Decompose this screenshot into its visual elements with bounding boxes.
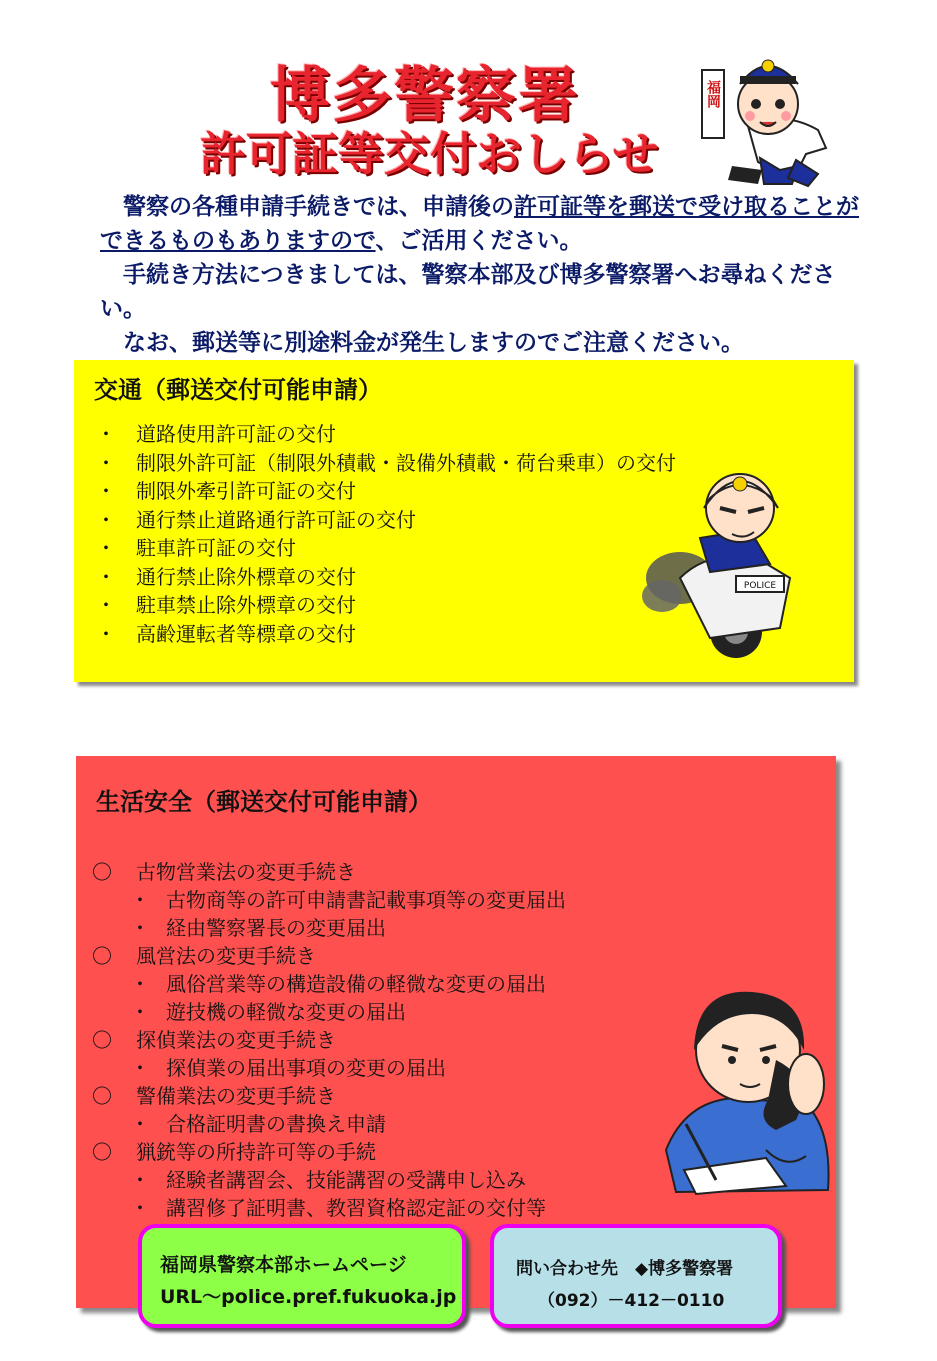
safety-subitem bbox=[92, 884, 566, 912]
traffic-item-label: 道路使用許可証の交付 bbox=[136, 422, 336, 446]
safety-category bbox=[92, 1024, 566, 1052]
intro-paragraph-1 bbox=[100, 190, 870, 258]
traffic-item bbox=[96, 618, 676, 647]
police-mascot-illustration bbox=[688, 38, 838, 188]
bullet: ・ bbox=[96, 479, 116, 503]
traffic-item-label: 通行禁止除外標章の交付 bbox=[136, 564, 356, 589]
subitem-label: 講習修了証明書、教習資格認定証の交付等 bbox=[166, 1196, 546, 1220]
category-label: 猟銃等の所持許可等の手続 bbox=[136, 1140, 376, 1164]
intro-paragraph-3: なお、郵送等に別途料金が発生しますのでご注意ください。 bbox=[123, 329, 744, 356]
safety-subitem bbox=[92, 1108, 566, 1136]
traffic-item bbox=[96, 418, 676, 447]
bullet: ・ bbox=[130, 972, 150, 996]
bullet: ・ bbox=[96, 450, 116, 475]
bullet: ・ bbox=[96, 422, 116, 446]
circle-marker: 〇 bbox=[92, 1028, 112, 1052]
motorcycle-officer-illustration bbox=[640, 468, 830, 668]
bullet: ・ bbox=[96, 564, 116, 589]
traffic-item-label: 高齢運転者等標章の交付 bbox=[136, 621, 356, 646]
traffic-item bbox=[96, 504, 676, 533]
safety-category bbox=[92, 856, 566, 884]
safety-subitem bbox=[92, 1052, 566, 1080]
traffic-item bbox=[96, 561, 676, 590]
bullet: ・ bbox=[130, 1000, 150, 1024]
safety-category bbox=[92, 1136, 566, 1164]
intro-p1-underlined: 許可証等を郵送で受け取ることができるものもありますので bbox=[100, 193, 859, 254]
mascot-flag-text: 福岡 bbox=[705, 80, 721, 108]
subitem-label: 風俗営業等の構造設備の軽微な変更の届出 bbox=[166, 972, 546, 996]
subitem-label: 合格証明書の書換え申請 bbox=[166, 1112, 386, 1136]
traffic-heading: 交通（郵送交付可能申請） bbox=[94, 376, 382, 404]
traffic-item-label: 制限外牽引許可証の交付 bbox=[136, 479, 356, 503]
subitem-label: 探偵業の届出事項の変更の届出 bbox=[166, 1056, 446, 1080]
traffic-item bbox=[96, 475, 676, 504]
safety-list bbox=[92, 856, 566, 1220]
safety-subitem bbox=[92, 1164, 566, 1192]
traffic-item bbox=[96, 447, 676, 476]
homepage-url-link[interactable]: URL～police.pref.fukuoka.jp bbox=[160, 1286, 457, 1308]
traffic-section bbox=[74, 360, 854, 682]
bullet: ・ bbox=[130, 1168, 150, 1192]
safety-subitem bbox=[92, 968, 566, 996]
category-label: 探偵業法の変更手続き bbox=[136, 1028, 336, 1052]
bullet: ・ bbox=[130, 1056, 150, 1080]
bullet: ・ bbox=[130, 888, 150, 912]
intro-text bbox=[100, 190, 870, 360]
homepage-title: 福岡県警察本部ホームページ bbox=[160, 1254, 407, 1276]
traffic-item-label: 駐車許可証の交付 bbox=[136, 536, 296, 560]
traffic-list bbox=[96, 418, 676, 646]
safety-subitem bbox=[92, 996, 566, 1024]
traffic-item bbox=[96, 532, 676, 561]
bullet: ・ bbox=[96, 507, 116, 532]
contact-phone: （092）－412－0110 bbox=[538, 1291, 725, 1311]
intro-p1-before: 警察の各種申請手続きでは、申請後の bbox=[123, 193, 514, 220]
subitem-label: 古物商等の許可申請書記載事項等の変更届出 bbox=[166, 888, 566, 912]
motorcycle-label: POLICE bbox=[743, 581, 777, 591]
category-label: 警備業法の変更手続き bbox=[136, 1084, 336, 1108]
category-label: 古物営業法の変更手続き bbox=[136, 860, 356, 884]
circle-marker: 〇 bbox=[92, 1140, 112, 1164]
page-title: 博多警察署 bbox=[270, 61, 580, 131]
traffic-item bbox=[96, 589, 676, 618]
subitem-label: 経由警察署長の変更届出 bbox=[166, 916, 386, 940]
category-label: 風営法の変更手続き bbox=[136, 944, 316, 968]
bullet: ・ bbox=[96, 593, 116, 617]
traffic-item-label: 制限外許可証（制限外積載・設備外積載・荷台乗車）の交付 bbox=[136, 450, 676, 475]
officer-phone-illustration bbox=[656, 980, 836, 1200]
traffic-item-label: 通行禁止道路通行許可証の交付 bbox=[136, 507, 416, 532]
contact-panel bbox=[490, 1224, 782, 1328]
safety-subitem bbox=[92, 912, 566, 940]
bullet: ・ bbox=[130, 1196, 150, 1220]
subitem-label: 経験者講習会、技能講習の受講申し込み bbox=[166, 1168, 526, 1192]
bullet: ・ bbox=[130, 1112, 150, 1136]
intro-paragraph-2: 手続き方法につきましては、警察本部及び博多警察署へお尋ねください。 bbox=[100, 261, 836, 322]
homepage-panel bbox=[138, 1224, 466, 1328]
circle-marker: 〇 bbox=[92, 1084, 112, 1108]
bullet: ・ bbox=[96, 621, 116, 646]
circle-marker: 〇 bbox=[92, 944, 112, 968]
bullet: ・ bbox=[130, 916, 150, 940]
page-subtitle: 許可証等交付おしらせ bbox=[200, 127, 659, 181]
contact-title: 問い合わせ先 ◆博多警察署 bbox=[516, 1259, 734, 1279]
safety-heading: 生活安全（郵送交付可能申請） bbox=[96, 788, 432, 816]
safety-subitem bbox=[92, 1192, 566, 1220]
circle-marker: 〇 bbox=[92, 860, 112, 884]
safety-category bbox=[92, 940, 566, 968]
traffic-item-label: 駐車禁止除外標章の交付 bbox=[136, 593, 356, 617]
subitem-label: 遊技機の軽微な変更の届出 bbox=[166, 1000, 406, 1024]
safety-category bbox=[92, 1080, 566, 1108]
intro-p1-after: 、ご活用ください。 bbox=[375, 227, 583, 254]
bullet: ・ bbox=[96, 536, 116, 560]
